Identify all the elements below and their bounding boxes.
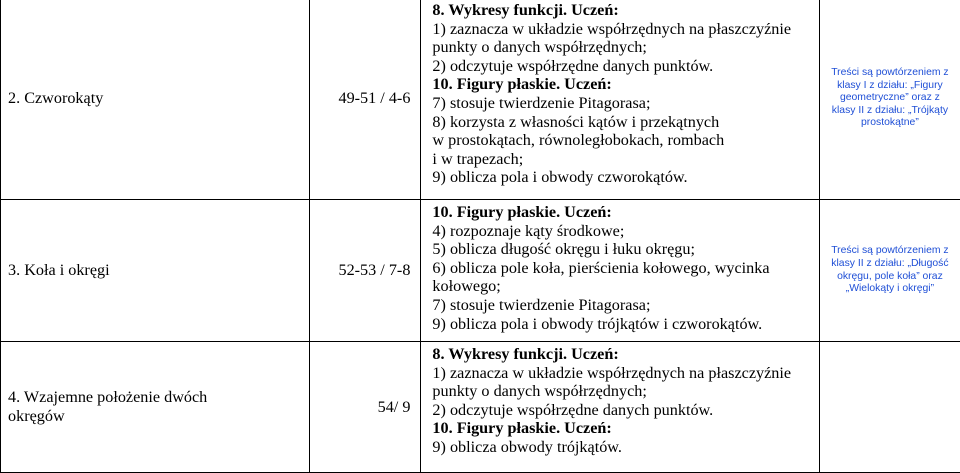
note-line: Treści są powtórzeniem z — [824, 245, 956, 258]
requirement-heading: 8. Wykresy funkcji. Uczeń: — [432, 345, 818, 364]
requirement-line: 7) stosuje twierdzenie Pitagorasa; — [432, 94, 818, 113]
note-line: „Wielokąty i okręgi” — [824, 283, 956, 296]
requirements-cell — [421, 0, 819, 200]
requirement-line: 1) zaznacza w układzie współrzędnych na płaszczyźnie — [432, 20, 818, 39]
requirements-cell — [421, 200, 819, 342]
table-row — [1, 342, 960, 473]
topic-title: 2. Czworokąty — [8, 89, 103, 107]
topic-title-line: okręgów — [8, 407, 309, 426]
note-line: klasy II z działu: „Trójkąty — [824, 105, 956, 118]
requirement-line: 9) oblicza pola i obwody czworokątów. — [432, 168, 818, 187]
requirement-heading: 10. Figury płaskie. Uczeń: — [432, 419, 818, 438]
hours-cell — [310, 200, 421, 342]
note-line: okręgu, pole koła” oraz — [824, 271, 956, 284]
table-row — [1, 200, 960, 342]
topic-title-line: 4. Wzajemne położenie dwóch — [8, 388, 309, 407]
requirement-line: 9) oblicza pola i obwody trójkątów i czworokątów. — [432, 315, 818, 334]
requirement-line: w prostokątach, równoległobokach, rombach — [432, 131, 818, 150]
requirement-line: 5) oblicza długość okręgu i łuku okręgu; — [432, 240, 818, 259]
hours-value: 54/ 9 — [378, 398, 411, 416]
note-line: Treści są powtórzeniem z — [824, 67, 956, 80]
requirements-cell — [421, 342, 819, 473]
note-line: prostokątne” — [824, 117, 956, 130]
requirement-line: 7) stosuje twierdzenie Pitagorasa; — [432, 296, 818, 315]
topic-cell — [1, 0, 310, 200]
requirement-line: 9) oblicza obwody trójkątów. — [432, 438, 818, 457]
note-cell — [819, 200, 960, 342]
topic-title: 3. Koła i okręgi — [8, 261, 110, 279]
requirement-line: 8) korzysta z własności kątów i przekątnych — [432, 113, 818, 132]
hours-value: 52-53 / 7-8 — [338, 261, 410, 279]
requirement-line: 1) zaznacza w układzie współrzędnych na płaszczyźnie — [432, 364, 818, 383]
hours-cell — [310, 0, 421, 200]
note-line: klasy II z działu: „Długość — [824, 258, 956, 271]
table-row — [1, 0, 960, 200]
requirement-heading: 10. Figury płaskie. Uczeń: — [432, 203, 818, 222]
requirement-line: 2) odczytuje współrzędne danych punktów. — [432, 57, 818, 76]
requirement-line: punkty o danych współrzędnych; — [432, 382, 818, 401]
requirement-heading: 8. Wykresy funkcji. Uczeń: — [432, 1, 818, 20]
topic-cell — [1, 200, 310, 342]
note-cell — [819, 342, 960, 473]
topic-cell — [1, 342, 310, 473]
note-line: klasy I z działu: „Figury — [824, 80, 956, 93]
hours-cell — [310, 342, 421, 473]
requirement-line: kołowego; — [432, 277, 818, 296]
requirement-line: 2) odczytuje współrzędne danych punktów. — [432, 401, 818, 420]
requirement-line: i w trapezach; — [432, 150, 818, 169]
note-line: geometryczne” oraz z — [824, 92, 956, 105]
requirement-line: punkty o danych współrzędnych; — [432, 38, 818, 57]
note-cell — [819, 0, 960, 200]
requirement-line: 6) oblicza pole koła, pierścienia kołowego, wycinka — [432, 259, 818, 278]
hours-value: 49-51 / 4-6 — [338, 89, 410, 107]
requirement-heading: 10. Figury płaskie. Uczeń: — [432, 75, 818, 94]
requirement-line: 4) rozpoznaje kąty środkowe; — [432, 222, 818, 241]
